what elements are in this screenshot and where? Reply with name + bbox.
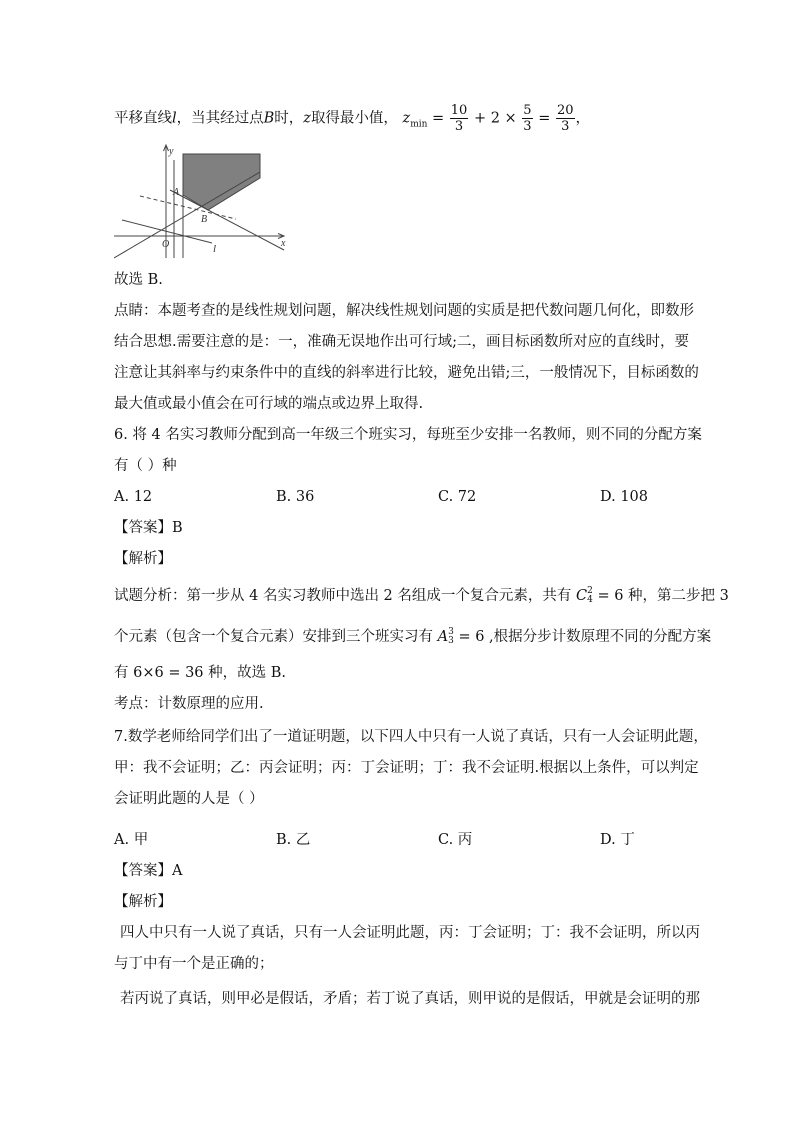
- zmin-var: z: [402, 110, 411, 127]
- q6-stem-line-1: 6. 将 4 名实习教师分配到高一年级三个班实习，每班至少安排一名教师，则不同的分配方案: [114, 427, 702, 443]
- q6-analysis-line-2: [114, 626, 711, 648]
- answer-value: B: [172, 520, 183, 536]
- q6-options: [114, 486, 684, 508]
- text: ，: [575, 110, 590, 127]
- fraction-5-3: [522, 103, 532, 134]
- q6-option-a: A. 12: [114, 489, 153, 505]
- feasible-region: [183, 154, 260, 210]
- denominator: 3: [561, 119, 570, 134]
- arrangement-symbol: A: [437, 629, 449, 645]
- fraction-10-3: [450, 103, 469, 134]
- var-B: B: [263, 110, 275, 127]
- combination-symbol: C: [576, 588, 588, 604]
- text: 试题分析：第一步从 4 名实习教师中选出 2 名组成一个复合元素，共有: [114, 588, 572, 604]
- q7-analysis-line-1: 四人中只有一人说了真话，只有一人会证明此题，丙：丁会证明；丁：我不会证明，所以丙: [120, 925, 700, 941]
- answer-value: A: [172, 863, 183, 879]
- linear-programming-graph: [114, 140, 294, 262]
- q6-analysis-line-4: 考点：计数原理的应用.: [114, 696, 264, 712]
- q6-analysis-line-1: [114, 585, 729, 607]
- superscript: 2: [587, 586, 593, 596]
- comment-line-4: 最大值或最小值会在可行域的端点或边界上取得.: [114, 396, 424, 412]
- label-l: l: [213, 243, 217, 255]
- var-z: z: [303, 110, 311, 127]
- q6-option-b: B. 36: [276, 489, 315, 505]
- comment-line-3: 注意让其斜率与约束条件中的直线的斜率进行比较，避免出错;三，一般情况下，目标函数的: [114, 365, 699, 381]
- q7-option-a: A. 甲: [114, 832, 149, 848]
- text: 个元素（包含一个复合元素）安排到三个班实习有: [114, 629, 433, 645]
- denominator: 3: [523, 119, 532, 134]
- label-B: B: [201, 214, 208, 225]
- q7-analysis-label: 【解析】: [114, 894, 172, 910]
- zmin-subscript: min: [410, 119, 428, 130]
- q6-analysis-line-3: 有 6×6 = 36 种，故选 B.: [114, 665, 287, 681]
- q7-option-b: B. 乙: [276, 832, 311, 848]
- label-O: O: [162, 239, 170, 250]
- text: = 6 种，第二步把 3: [597, 588, 729, 604]
- boundary-line-4: [170, 190, 284, 250]
- operator: + 2 ×: [473, 110, 517, 127]
- numerator: 10: [450, 103, 468, 118]
- var-l: l: [172, 110, 177, 127]
- q7-option-d: D. 丁: [600, 832, 635, 848]
- q7-analysis-line-3: 若丙说了真话，则甲必是假话，矛盾；若丁说了真话，则甲说的是假话，甲就是会证明的那: [120, 991, 700, 1007]
- intro-formula-line: [114, 103, 590, 136]
- q6-option-c: C. 72: [438, 489, 477, 505]
- subscript: 4: [587, 595, 593, 605]
- text: 取得最小值，: [310, 110, 398, 127]
- equals-sign: =: [432, 110, 445, 127]
- q6-stem-line-2: 有（ ）种: [114, 458, 177, 474]
- superscript: 3: [448, 627, 454, 637]
- denominator: 3: [454, 119, 464, 134]
- q7-option-c: C. 丙: [438, 832, 473, 848]
- combination-indices: [587, 587, 593, 605]
- q7-stem-line-2: 甲：我不会证明；乙：丙会证明；丙：丁会证明；丁：我不会证明.根据以上条件，可以判定: [114, 760, 699, 776]
- q7-stem-line-1: 7.数学老师给同学们出了一道证明题，以下四人中只有一人说了真话，只有一人会证明此题，: [114, 729, 708, 745]
- text: = 6 ,根据分步计数原理不同的分配方案: [458, 629, 712, 645]
- numerator: 20: [556, 103, 574, 118]
- equals-sign: =: [538, 110, 551, 127]
- q5-answer-line: 故选 B.: [114, 272, 163, 288]
- q6-analysis-label: 【解析】: [114, 551, 172, 567]
- comment-line-2: 结合思想.需要注意的是：一，准确无误地作出可行域;二，画目标函数所对应的直线时，要: [114, 334, 689, 350]
- q7-options: [114, 829, 684, 851]
- numerator: 5: [523, 103, 532, 118]
- q7-analysis-line-2: 与丁中有一个是正确的；: [114, 956, 274, 972]
- q7-answer: [114, 860, 182, 882]
- text: ，当其经过点: [176, 110, 264, 127]
- answer-label: 【答案】: [114, 520, 172, 536]
- q6-option-d: D. 108: [600, 489, 649, 505]
- answer-label: 【答案】: [114, 863, 172, 879]
- subscript: 3: [448, 636, 454, 646]
- fraction-20-3: [556, 103, 575, 134]
- comment-line-1: 点睛：本题考查的是线性规划问题，解决线性规划问题的实质是把代数问题几何化，即数形: [114, 303, 694, 319]
- q6-answer: [114, 517, 183, 539]
- q7-stem-line-3: 会证明此题的人是（ ）: [114, 791, 264, 807]
- arrangement-indices: [448, 628, 454, 646]
- text: 时，: [274, 110, 304, 127]
- text: 平移直线: [114, 110, 172, 127]
- label-A: A: [173, 187, 180, 198]
- label-x: x: [281, 238, 286, 249]
- label-y: y: [169, 146, 174, 157]
